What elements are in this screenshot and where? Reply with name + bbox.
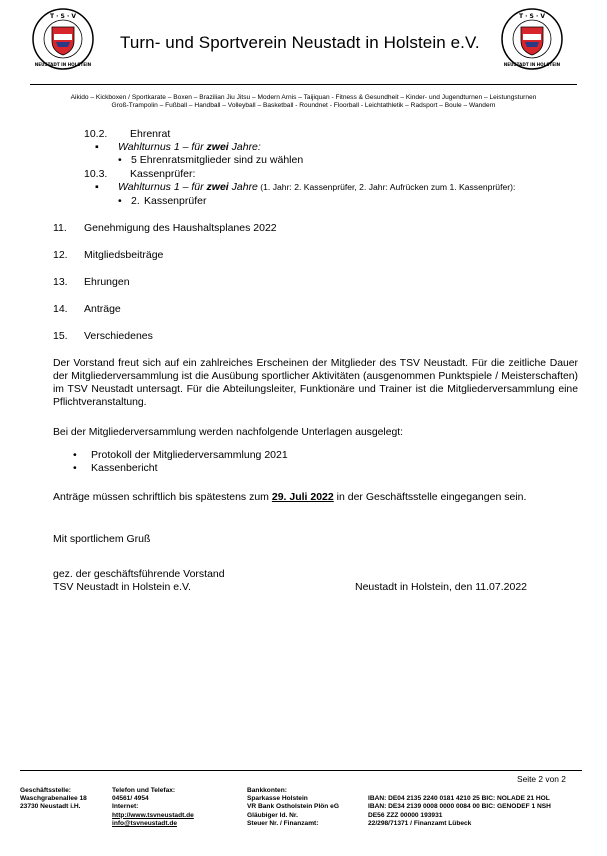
item-10-2-number: 10.2. bbox=[84, 128, 108, 140]
svg-text:NEUSTADT IN HOLSTEIN: NEUSTADT IN HOLSTEIN bbox=[34, 62, 92, 67]
item-10-3-detail-number: 2. bbox=[131, 195, 140, 207]
item-10-3-number: 10.3. bbox=[84, 168, 108, 180]
agenda-label: Genehmigung des Haushaltsplanes 2022 bbox=[84, 222, 277, 234]
signature-line-2: TSV Neustadt in Holstein e.V. bbox=[53, 581, 191, 593]
footer-contact: Telefon und Telefax: 04561/ 4954 Internet: http://www.tsvneustadt.de info@tsvneustadt.de bbox=[112, 787, 194, 827]
agenda-label: Verschiedenes bbox=[84, 330, 153, 342]
sports-list-line-1: Aikido – Kickboxen / Sportkarate – Boxen – Brazilian Jiu Jitsu – Modern Arnis – Taijiquan - Fitness & Gesundheit – Kinder- und Jugendturnen – Leistungsturnen bbox=[70, 94, 537, 101]
footer-divider bbox=[20, 770, 582, 771]
agenda-number: 14. bbox=[53, 303, 68, 315]
footer-address: Geschäftsstelle: Waschgrabenallee 18 23730 Neustadt i.H. bbox=[20, 787, 87, 811]
agenda-label: Anträge bbox=[84, 303, 121, 315]
agenda-label: Ehrungen bbox=[84, 276, 130, 288]
item-10-3-turnus: Wahlturnus 1 – für zwei Jahre (1. Jahr: 2. Kassenprüfer, 2. Jahr: Aufrücken zum 1. Kassenprüfer): bbox=[118, 181, 516, 193]
agenda-number: 15. bbox=[53, 330, 68, 342]
page-number: Seite 2 von 2 bbox=[517, 774, 566, 784]
footer-bank-details: IBAN: DE04 2135 2240 0181 4210 25 BIC: NOLADE 21 HOL IBAN: DE34 2139 0008 0000 0084 00 BIC: GENODEF 1 NSH DE56 ZZZ 00000 193931 22/298/71371 / Finanzamt Lübeck bbox=[368, 795, 551, 827]
signature-line-1: gez. der geschäftsführende Vorstand bbox=[53, 568, 225, 580]
club-title: Turn- und Sportverein Neustadt in Holstein e.V. bbox=[120, 33, 480, 52]
footer-bank-labels: Bankkonten: Sparkasse Holstein VR Bank Ostholstein Plön eG Gläubiger Id. Nr. Steuer Nr. / Finanzamt: bbox=[247, 787, 339, 827]
document-item: Protokoll der Mitgliederversammlung 2021 bbox=[91, 449, 288, 461]
deadline-date: 29. Juli 2022 bbox=[271, 491, 334, 503]
square-bullet-icon: ▪ bbox=[95, 141, 99, 153]
website-link[interactable]: http://www.tsvneustadt.de bbox=[112, 811, 194, 819]
paragraph-documents-intro: Bei der Mitgliederversammlung werden nachfolgende Unterlagen ausgelegt: bbox=[53, 427, 404, 438]
item-10-2-label: Ehrenrat bbox=[130, 128, 171, 140]
email-link[interactable]: info@tsvneustadt.de bbox=[112, 819, 178, 827]
svg-text:T · S · V: T · S · V bbox=[50, 13, 76, 20]
agenda-number: 12. bbox=[53, 249, 68, 261]
item-10-2-detail: 5 Ehrenratsmitglieder sind zu wählen bbox=[131, 154, 304, 166]
agenda-label: Mitgliedsbeiträge bbox=[84, 249, 164, 261]
item-10-3-detail: Kassenprüfer bbox=[144, 195, 207, 207]
club-logo-right bbox=[501, 8, 563, 70]
header-divider bbox=[30, 84, 577, 85]
agenda-number: 11. bbox=[53, 222, 67, 234]
item-10-3-label: Kassenprüfer: bbox=[130, 168, 196, 180]
dot-bullet-icon: • bbox=[118, 195, 122, 207]
square-bullet-icon: ▪ bbox=[95, 181, 99, 193]
greeting: Mit sportlichem Gruß bbox=[53, 533, 151, 545]
deadline-sentence: Anträge müssen schriftlich bis spätestens zum 29. Juli 2022 in der Geschäftsstelle eingegangen sein. bbox=[53, 491, 527, 503]
document-item: Kassenbericht bbox=[91, 462, 158, 474]
club-logo-left bbox=[32, 8, 94, 70]
sports-list-line-2: Groß-Trampolin – Fußball – Handball – Volleyball – Basketball - Roundnet - Floorball - Leichtathletik – Radsport – Boule – Wandern bbox=[111, 102, 496, 109]
svg-text:T · S · V: T · S · V bbox=[519, 13, 545, 20]
place-date: Neustadt in Holstein, den 11.07.2022 bbox=[355, 581, 528, 593]
svg-text:NEUSTADT IN HOLSTEIN: NEUSTADT IN HOLSTEIN bbox=[503, 62, 561, 67]
dot-bullet-icon: • bbox=[118, 154, 122, 166]
paragraph-attendance: Der Vorstand freut sich auf ein zahlreiches Erscheinen der Mitglieder des TSV Neustadt. Für die zeitliche Dauer der Mitgliederversammlung ist die Ausübung sportlicher Aktivitäten (ausgenommen Punktspiele / Meisterschaften) im TSV Neustadt untersagt. Für die Abteilungsleiter, Funktionäre und Trainer ist die Mitgliederversammlung eine Pflichtveranstaltung. bbox=[53, 358, 578, 408]
item-10-2-turnus: Wahlturnus 1 – für zwei Jahre: bbox=[118, 141, 261, 153]
agenda-number: 13. bbox=[53, 276, 68, 288]
dot-bullet-icon: • bbox=[73, 449, 77, 461]
dot-bullet-icon: • bbox=[73, 462, 77, 474]
